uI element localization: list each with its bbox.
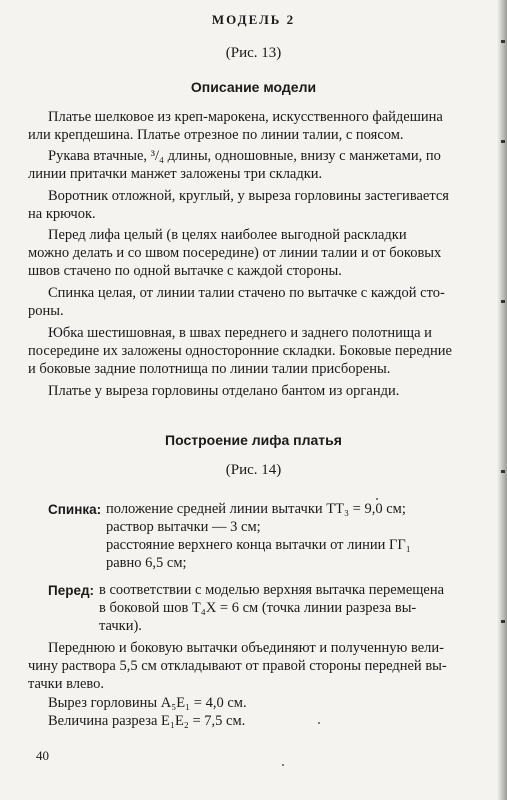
text-line: Переднюю и боковую вытачки объединяют и полученную вели- <box>48 640 444 656</box>
section-title-construction: Построение лифа платья <box>165 432 342 448</box>
front-line-3: тачки). <box>99 618 142 634</box>
text-line: Рукава втачные, ³/₄ длины, одношовные, внизу с манжетами, по <box>48 148 441 164</box>
paragraph-darts-combined <box>28 639 488 693</box>
text-line: на крючок. <box>28 206 96 222</box>
paragraph-collar <box>28 187 488 223</box>
section-title-description: Описание модели <box>190 79 317 95</box>
text-line: Воротник отложной, круглый, у выреза горловины застегивается <box>48 188 449 204</box>
text-line: Спинка целая, от линии талии стачено по вытачке с каждой сто- <box>48 285 445 301</box>
text-line: посередине их заложены односторонние складки. Боковые передние <box>28 343 452 359</box>
text-line: тачки влево. <box>28 676 105 692</box>
text-line: Платье шелковое из креп-марокена, искусственного файдешина <box>48 109 443 125</box>
text-line: роны. <box>28 303 64 319</box>
text-line: швов стачено по одной вытачке с каждой стороны. <box>28 263 342 279</box>
label-back: Спинка: <box>48 502 102 517</box>
figure-reference-14: (Рис. 14) <box>225 462 282 478</box>
back-line-4: равно 6,5 см; <box>106 555 187 571</box>
front-line-1: в соответствии с моделью верхняя вытачка перемещена <box>99 582 445 598</box>
paragraph-bodice-front <box>28 226 488 280</box>
text-line: чину раствора 5,5 см откладывают от правой стороны передней вы- <box>28 658 447 674</box>
slit-measure: Величина разреза Е₁Е₂ = 7,5 см. <box>48 713 246 729</box>
edge-mark <box>501 300 505 303</box>
edge-mark <box>501 140 505 143</box>
front-line-2: в боковой шов Т₄Х = 6 см (точка линии разреза вы- <box>99 600 417 616</box>
text-line: или крепдешина. Платье отрезное по линии талии, с поясом. <box>28 127 404 143</box>
figure-reference-13: (Рис. 13) <box>225 45 282 61</box>
page-edge-shadow <box>497 0 507 800</box>
back-line-1: положение средней линии вытачки ТТ₃ = 9,0 см; <box>106 501 406 517</box>
back-line-3: расстояние верхнего конца вытачки от линии ГГ₁ <box>106 537 411 553</box>
print-speck <box>318 722 320 724</box>
edge-mark <box>501 620 505 623</box>
text-line: Перед лифа целый (в целях наиболее выгодной раскладки <box>48 227 407 243</box>
text-line: и боковые задние полотнища по линии талии присборены. <box>28 361 391 377</box>
text-line: Платье у выреза горловины отделано бантом из органди. <box>48 383 400 399</box>
paragraph-bow <box>28 382 488 400</box>
paragraph-skirt <box>28 324 488 378</box>
print-speck <box>376 498 378 500</box>
edge-mark <box>501 40 505 43</box>
label-front: Перед: <box>48 583 95 598</box>
paragraph-sleeves <box>28 147 488 183</box>
text-line: линии притачки манжет заложены три складки. <box>28 166 323 182</box>
text-line: Юбка шестишовная, в швах переднего и заднего полотнища и <box>48 325 432 341</box>
back-line-2: раствор вытачки — 3 см; <box>106 519 261 535</box>
neck-cut-measure: Вырез горловины А₅Е₁ = 4,0 см. <box>48 695 247 711</box>
model-title: МОДЕЛЬ 2 <box>211 12 296 27</box>
page-number: 40 <box>36 748 49 763</box>
print-speck <box>282 764 284 766</box>
paragraph-back <box>28 284 488 320</box>
text-line: можно делать и со швом посередине) от линии талии и от боковых <box>28 245 442 261</box>
paragraph-fabric <box>28 108 488 144</box>
